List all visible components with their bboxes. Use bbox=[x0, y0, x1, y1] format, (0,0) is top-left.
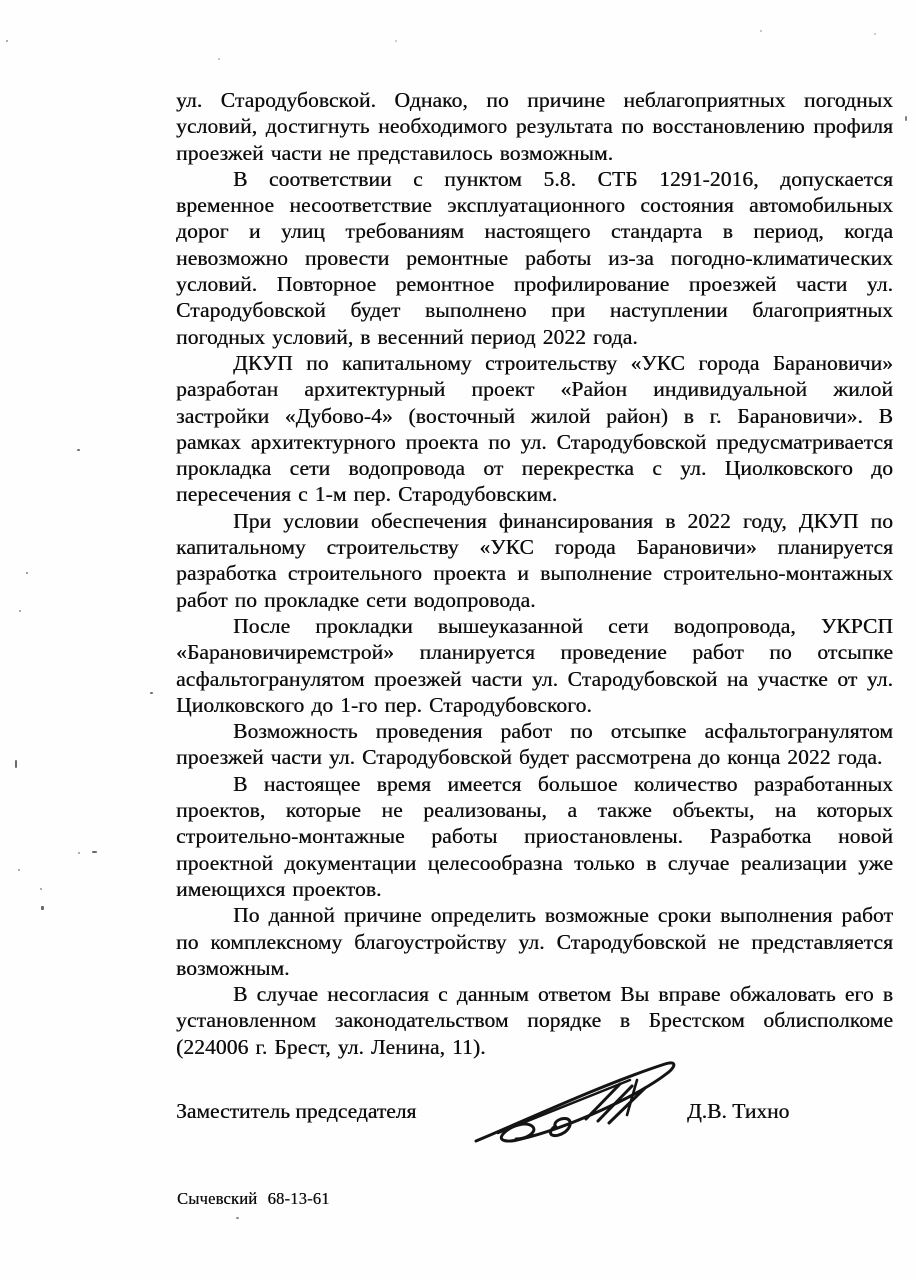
executor-footer: Сычевский 68-13-61 bbox=[177, 1189, 330, 1208]
scan-speckle bbox=[218, 58, 220, 60]
paragraph-4: При условии обеспечения финансирования в 2022 году, ДКУП по капитальному строительству «УКС города Барановичи» планируется разработка строительного проекта и выполнение строительно-монтажных работ по прокладке сети водопровода. bbox=[176, 508, 893, 612]
scan-speckle bbox=[26, 572, 28, 574]
scan-speckle bbox=[92, 851, 97, 853]
scan-speckle bbox=[78, 852, 80, 854]
signer-name: Д.В. Тихно bbox=[687, 1099, 790, 1123]
scan-speckle bbox=[236, 1217, 239, 1219]
scan-speckle bbox=[19, 610, 21, 612]
scan-speckle bbox=[874, 33, 876, 35]
scan-speckle bbox=[18, 869, 20, 871]
paragraph-8: По данной причине определить возможные сроки выполнения работ по комплексному благоустройству ул. Стародубовской не представляется возможным. bbox=[176, 903, 893, 980]
scan-speckle bbox=[15, 760, 17, 768]
letter-body bbox=[176, 87, 893, 1060]
scan-speckle bbox=[6, 40, 8, 42]
scan-speckle bbox=[905, 116, 907, 121]
scan-speckle bbox=[40, 888, 42, 890]
paragraph-1: ул. Стародубовской. Однако, по причине неблагоприятных погодных условий, достигнуть необходимого результата по восстановлению профиля проезжей части не представилось возможным. bbox=[176, 88, 893, 165]
paragraph-3: ДКУП по капитальному строительству «УКС города Барановичи» разработан архитектурный проект «Район индивидуальной жилой застройки «Дубово-4» (восточный жилой район) в г. Барановичи». В рамках архитектурного проекта по ул. Стародубовской предусматривается прокладка сети водопровода от перекрестка с ул. Циолковского до пересечения с 1-м пер. Стародубовским. bbox=[176, 350, 893, 507]
scan-speckle bbox=[760, 30, 762, 32]
paragraph-9: В случае несогласия с данным ответом Вы вправе обжаловать его в установленном законодательством порядке в Брестском облисполкоме (224006 г. Брест, ул. Ленина, 11). bbox=[176, 982, 893, 1059]
scan-speckle bbox=[77, 449, 80, 451]
paragraph-5: После прокладки вышеуказанной сети водопровода, УКРСП «Барановичиремстрой» планируется проведение работ по отсыпке асфальтогранулятом проезжей части ул. Стародубовской на участке от ул. Циолковского до 1-го пер. Стародубовского. bbox=[176, 613, 893, 717]
scan-speckle bbox=[395, 40, 397, 42]
scan-speckle bbox=[41, 906, 44, 910]
paragraph-6: Возможность проведения работ по отсыпке асфальтогранулятом проезжей части ул. Стародубовской будет рассмотрена до конца 2022 года. bbox=[176, 719, 893, 770]
signer-position: Заместитель председателя bbox=[176, 1099, 417, 1123]
handwritten-signature-icon bbox=[468, 1054, 693, 1150]
scan-speckle bbox=[150, 692, 153, 694]
paragraph-2: В соответствии с пунктом 5.8. СТБ 1291-2016, допускается временное несоответствие эксплуатационного состояния автомобильных дорог и улиц требованиям настоящего стандарта в период, когда невозможно провести ремонтные работы из-за погодно-климатических условий. Повторное ремонтное профилирование проезжей части ул. Стародубовской будет выполнено при наступлении благоприятных погодных условий, в весенний период 2022 года. bbox=[176, 166, 893, 349]
paragraph-7: В настоящее время имеется большое количество разработанных проектов, которые не реализованы, а также объекты, на которых строительно-монтажные работы приостановлены. Разработка новой проектной документации целесообразна только в случае реализации уже имеющихся проектов. bbox=[176, 771, 893, 901]
